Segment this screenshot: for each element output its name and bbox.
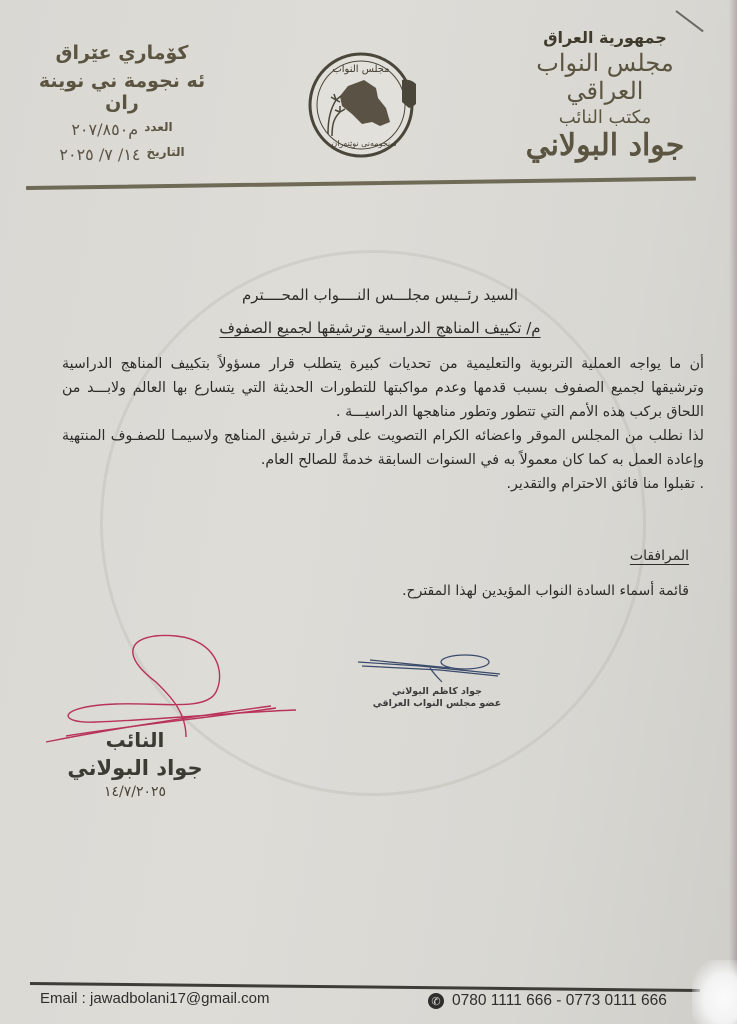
date-label: التاريخ	[146, 145, 185, 159]
letterhead-right	[505, 28, 705, 163]
reference-date	[22, 145, 222, 164]
reference-number	[22, 120, 222, 139]
subject-line	[180, 319, 580, 337]
republic-name: جمهورية العراق	[543, 28, 667, 47]
letterhead-left	[22, 42, 222, 164]
page-edge	[729, 0, 737, 1024]
logo-text-bottom: ئه‌نجومه‌نی نوێنه‌ران	[331, 139, 397, 148]
phone-numbers: 0780 1111 666 - 0773 0111 666	[452, 992, 667, 1009]
letter-body	[62, 352, 704, 496]
number-value: م٢٠٧/٨٥٠	[71, 120, 139, 139]
stamp-name-block	[352, 686, 522, 710]
footer-email: Email : jawadbolani17@gmail.com	[40, 990, 270, 1007]
body-paragraph: أن ما يواجه العملية التربوية والتعليمية من تحديات كبيرة يتطلب قرار مسؤولاً بتكييف المناهج الدراسية وترشيقها لجميع الصفوف بسبب قدمها وعدم مواكبتها للتطورات الحديثة التي يتسارع بها العالم ولابـــد من اللحاق بركب هذه الأمم التي تتطور وتطور مناهجها الدراسيـــة .	[62, 356, 704, 420]
logo-text-top: مجلس النواب	[332, 64, 390, 75]
signature-date: ١٤/٧/٢٠٢٥	[103, 784, 167, 800]
signatory-name: جواد البولاني	[67, 756, 203, 780]
light-glare	[692, 960, 737, 1024]
signatory-title: النائب	[105, 728, 165, 752]
closing-line: . تقبلوا منا فائق الاحترام والتقدير.	[506, 476, 704, 492]
kurdish-council-name: ئه نجومة ني نوينة ران	[38, 70, 206, 114]
mp-name: جواد البولاني	[525, 128, 685, 163]
attachments-heading: المرافقات	[629, 548, 689, 564]
number-label: العدد	[144, 120, 173, 134]
addressee: السيد رئــيس مجلـــس النــــواب المحــــترم	[241, 286, 519, 304]
office-label: مكتب النائب	[558, 107, 652, 128]
body-paragraph: لذا نطلب من المجلس الموقر واعضائه الكرام التصويت على قرار ترشيق المناهج ولاسيمـا للصفـوف المنتهية وإعادة العمل به كما كان معمولاً به في السنوات السابقة خدمةً للصالح العام.	[62, 428, 704, 468]
header-divider	[26, 177, 696, 190]
subject-text: م/ تكييف المناهج الدراسية وترشيقها لجميع الصفوف	[219, 319, 541, 337]
council-name: مجلس النواب العراقي	[536, 49, 674, 105]
phone-icon: ✆	[428, 993, 444, 1009]
signature-block	[60, 728, 210, 800]
attachments-item: قائمة أسماء السادة النواب المؤيدين لهذا المقترح.	[402, 583, 689, 599]
date-value: ١٤/ ٧/ ٢٠٢٥	[59, 145, 141, 164]
kurdish-republic-name: كۆماري عێراق	[55, 42, 189, 64]
council-logo	[306, 50, 416, 160]
stamp-title: عضو مجلس النواب العراقي	[372, 698, 502, 709]
stamp-name: جواد كاظم البولاني	[392, 686, 482, 697]
footer-phone	[428, 992, 667, 1010]
